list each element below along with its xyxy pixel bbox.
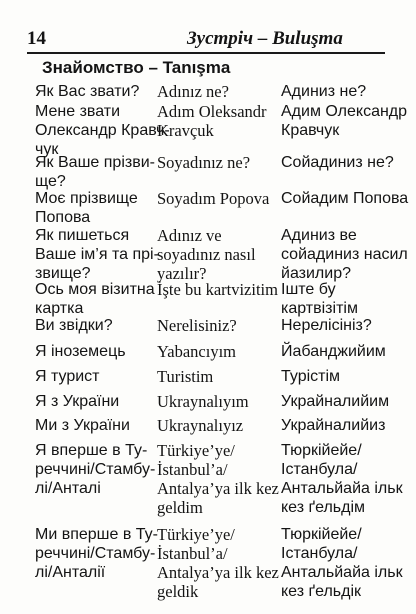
phrase-line: Адиниз ве xyxy=(281,227,357,244)
turkish-transliteration xyxy=(281,367,340,386)
phrase-line: Моє прізвище xyxy=(35,190,138,207)
ukrainian-phrase xyxy=(35,280,155,318)
phrase-line: Я вперше в Ту- xyxy=(35,442,148,459)
phrase-line: İşte bu kartvizitim xyxy=(157,280,278,299)
ukrainian-phrase xyxy=(35,525,158,582)
phrase-line: Сойадим Попова xyxy=(281,190,409,207)
phrase-line: Antalya’ya ilk kez xyxy=(157,563,279,582)
turkish-transliteration xyxy=(281,525,403,601)
phrase-line: Олександр Кравч- xyxy=(35,122,170,139)
ukrainian-phrase xyxy=(35,82,139,101)
phrase-line: Як Ваше прізви- xyxy=(35,154,155,171)
turkish-transliteration xyxy=(281,226,408,283)
phrase-line: Нерелісініз? xyxy=(281,317,372,334)
turkish-phrase xyxy=(157,525,279,601)
turkish-transliteration xyxy=(281,416,385,435)
turkish-phrase xyxy=(157,316,237,335)
turkish-transliteration xyxy=(281,82,366,101)
turkish-phrase xyxy=(157,392,249,411)
phrase-line: Мене звати xyxy=(35,103,121,120)
ukrainian-phrase xyxy=(35,416,130,435)
phrase-line: Іште бу xyxy=(281,281,336,298)
phrase-line: картвізітім xyxy=(281,300,358,317)
turkish-phrase xyxy=(157,280,278,299)
turkish-transliteration xyxy=(281,153,394,172)
phrase-line: Тюркійейе/ xyxy=(281,526,362,543)
phrase-line: Істанбула/ xyxy=(281,461,358,478)
turkish-transliteration xyxy=(281,342,386,361)
ukrainian-phrase xyxy=(35,102,170,159)
phrase-line: Істанбула/ xyxy=(281,545,358,562)
phrase-line: Попова xyxy=(35,209,91,226)
ukrainian-phrase xyxy=(35,316,113,335)
phrase-line: Турістім xyxy=(281,368,341,385)
turkish-phrase xyxy=(157,416,243,435)
phrase-line: Я з України xyxy=(35,393,120,410)
ukrainian-phrase xyxy=(35,392,119,411)
phrase-line: Йабанджийим xyxy=(281,343,386,360)
turkish-phrase xyxy=(157,342,236,361)
phrase-line: Кравчук xyxy=(281,122,340,139)
phrase-line: İstanbul’a/ xyxy=(157,460,228,479)
phrase-line: geldim xyxy=(157,498,203,517)
phrase-line: Antalya’ya ilk kez xyxy=(157,479,279,498)
phrase-line: Ваше ім’я та прі- xyxy=(35,246,159,263)
phrase-line: кез ґельдік xyxy=(281,583,362,600)
phrase-line: Ви звідки? xyxy=(35,317,113,334)
phrase-line: лі/Анталі xyxy=(35,480,101,497)
phrase-line: Ось моя візитна xyxy=(35,281,155,298)
phrase-line: Adım Oleksandr xyxy=(157,102,267,121)
phrase-line: Адиниз не? xyxy=(281,83,367,100)
turkish-phrase xyxy=(157,367,213,386)
phrase-line: Soyadım Popova xyxy=(157,189,270,208)
phrase-line: Я іноземець xyxy=(35,343,126,360)
section-title: Знайомство – Tanışma xyxy=(42,58,231,77)
ukrainian-phrase xyxy=(35,342,126,361)
phrase-line: Yabancıyım xyxy=(157,342,236,361)
phrase-line: Turistim xyxy=(157,367,214,386)
phrase-line: soyadınız nasıl xyxy=(157,245,256,264)
turkish-transliteration xyxy=(281,392,389,411)
phrase-line: Антальйайа ільк xyxy=(281,480,403,497)
phrase-line: Nerelisiniz? xyxy=(157,316,237,335)
phrase-line: ще? xyxy=(35,173,66,190)
turkish-phrase xyxy=(157,102,267,140)
phrase-line: Украйналийим xyxy=(281,393,390,410)
phrase-line: Як Вас звати? xyxy=(35,83,140,100)
phrase-line: Украйналийиз xyxy=(281,417,386,434)
phrase-line: сойадиниз насил xyxy=(281,246,408,263)
running-title: Зустріч – Buluşma xyxy=(187,28,343,49)
phrase-line: geldik xyxy=(157,582,199,601)
phrase-line: Türkiye’ye/ xyxy=(157,525,235,544)
phrase-line: Kravçuk xyxy=(157,121,214,140)
phrase-line: Ukraynalıyız xyxy=(157,416,244,435)
turkish-phrase xyxy=(157,226,256,283)
phrase-line: Я турист xyxy=(35,368,100,385)
phrase-line: Türkiye’ye/ xyxy=(157,441,235,460)
phrase-line: Адим Олександр xyxy=(281,103,408,120)
phrase-line: картка xyxy=(35,300,84,317)
phrase-line: Ukraynalıyım xyxy=(157,392,249,411)
phrase-line: Сойадиниз не? xyxy=(281,154,394,171)
phrase-line: Антальйайа ільк xyxy=(281,564,403,581)
phrase-line: кез ґельдім xyxy=(281,499,366,516)
phrase-line: Adınız ve xyxy=(157,226,222,245)
ukrainian-phrase xyxy=(35,153,155,191)
phrase-line: Тюркійейе/ xyxy=(281,442,362,459)
phrase-line: Adınız ne? xyxy=(157,82,229,101)
turkish-phrase xyxy=(157,441,279,517)
phrase-line: лі/Анталії xyxy=(35,564,106,581)
phrase-line: Soyadınız ne? xyxy=(157,153,251,172)
turkish-transliteration xyxy=(281,441,403,517)
phrase-line: чук xyxy=(35,141,59,158)
phrase-line: Як пишеться xyxy=(35,227,130,244)
turkish-phrase xyxy=(157,82,229,101)
turkish-phrase xyxy=(157,153,250,172)
turkish-transliteration xyxy=(281,316,372,335)
turkish-phrase xyxy=(157,189,269,208)
turkish-transliteration xyxy=(281,102,407,140)
ukrainian-phrase xyxy=(35,226,159,283)
phrase-line: Ми вперше в Ту- xyxy=(35,526,158,543)
turkish-transliteration xyxy=(281,280,358,318)
phrase-line: реччині/Стамбу- xyxy=(35,545,156,562)
turkish-transliteration xyxy=(281,189,408,208)
ukrainian-phrase xyxy=(35,189,138,227)
page-number: 14 xyxy=(27,28,46,49)
phrase-line: реччині/Стамбу- xyxy=(35,461,156,478)
ukrainian-phrase xyxy=(35,441,155,498)
phrase-line: звище? xyxy=(35,265,91,282)
ukrainian-phrase xyxy=(35,367,100,386)
phrase-line: İstanbul’a/ xyxy=(157,544,228,563)
phrase-line: йазилир? xyxy=(281,265,351,282)
phrase-line: yazılır? xyxy=(157,264,207,283)
phrase-line: Ми з України xyxy=(35,417,130,434)
